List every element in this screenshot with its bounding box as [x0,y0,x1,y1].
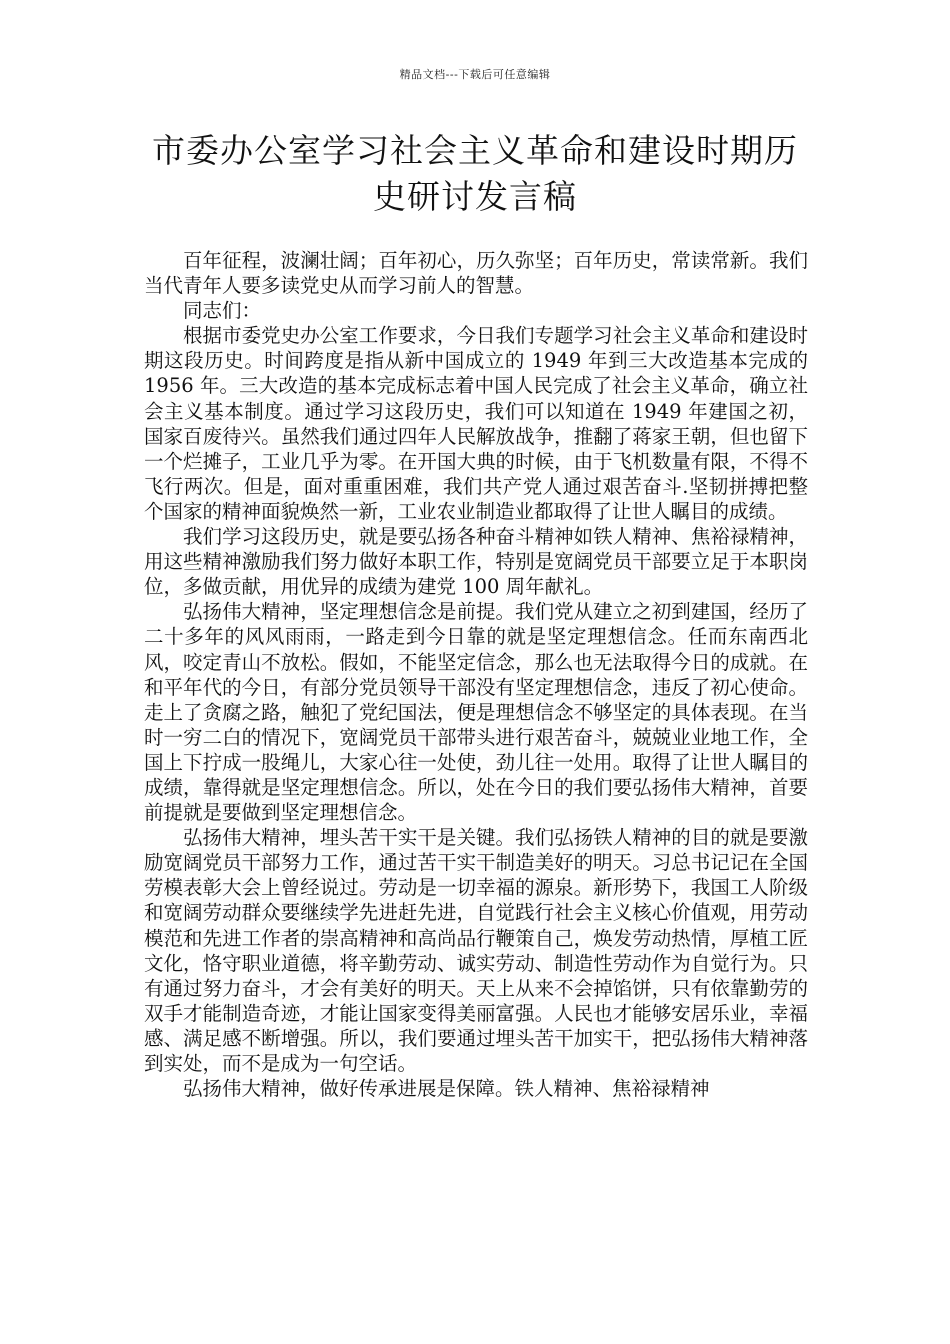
paragraph: 弘扬伟大精神，做好传承进展是保障。铁人精神、焦裕禄精神 [183,1077,710,1101]
paragraph: 百年征程，波澜壮阔；百年初心，历久弥坚；百年历史，常读常新。我们当代青年人要多读党史从而学习前人的智慧。 [144,249,808,298]
paragraph: 根据市委党史办公室工作要求，今日我们专题学习社会主义革命和建设时期这段历史。时间跨度是指从新中国成立的 1949 年到三大改造基本完成的 1956 年。三大改造的基本完成标志着中国人民完成了社会主义革命，确立社会主义基本制度。通过学习这段历史，我们可以知道在 1949 年建国之初，国家百废待兴。虽然我们通过四年人民解放战争，推翻了蒋家王朝，但也留下一个烂摊子，工业几乎为零。在开国大典的时候，由于飞机数量有限，不得不飞行两次。但是，面对重重困难，我们共产党人通过艰苦奋斗.坚韧拼搏把整个国家的精神面貌焕然一新，工业农业制造业都取得了让世人瞩目的成绩。 [144,324,808,523]
paragraph: 弘扬伟大精神，坚定理想信念是前提。我们党从建立之初到建国，经历了二十多年的风风雨雨，一路走到今日靠的就是坚定理想信念。任而东南西北风，咬定青山不放松。假如，不能坚定信念，那么也无法取得今日的成就。在和平年代的今日，有部分党员领导干部没有坚定理想信念，违反了初心使命。走上了贪腐之路，触犯了党纪国法，便是理想信念不够坚定的具体表现。在当时一穷二白的情况下，宽阔党员干部带头进行艰苦奋斗，兢兢业业地工作，全国上下拧成一股绳儿，大家心往一处使，劲儿往一处用。取得了让世人瞩目的成绩，靠得就是坚定理想信念。所以，处在今日的我们要弘扬伟大精神，首要前提就是要做到坚定理想信念。 [144,600,808,825]
paragraph: 弘扬伟大精神，埋头苦干实干是关键。我们弘扬铁人精神的目的就是要激励宽阔党员干部努力工作，通过苦干实干制造美好的明天。习总书记记在全国劳模表彰大会上曾经说过。劳动是一切幸福的源泉。新形势下，我国工人阶级和宽阔劳动群众要继续学先进赶先进，自觉践行社会主义核心价值观，用劳动模范和先进工作者的崇高精神和高尚品行鞭策自己，焕发劳动热情，厚植工匠文化，恪守职业道德，将辛勤劳动、诚实劳动、制造性劳动作为自觉行为。只有通过努力奋斗，才会有美好的明天。天上从来不会掉馅饼，只有依靠勤劳的双手才能制造奇迹，才能让国家变得美丽富强。人民也才能够安居乐业，幸福感、满足感不断增强。所以，我们要通过埋头苦干加实干，把弘扬伟大精神落到实处，而不是成为一句空话。 [144,826,808,1075]
document-body [144,248,808,1101]
page-header: 精品文档---下载后可任意编辑 [399,68,551,81]
paragraph: 同志们： [183,299,262,323]
document-title: 市委办公室学习社会主义革命和建设时期历史研讨发言稿 [152,131,798,216]
paragraph: 我们学习这段历史，就是要弘扬各种奋斗精神如铁人精神、焦裕禄精神，用这些精神激励我们努力做好本职工作，特别是宽阔党员干部要立足于本职岗位，多做贡献，用优异的成绩为建党 100 周年献礼。 [144,525,808,599]
